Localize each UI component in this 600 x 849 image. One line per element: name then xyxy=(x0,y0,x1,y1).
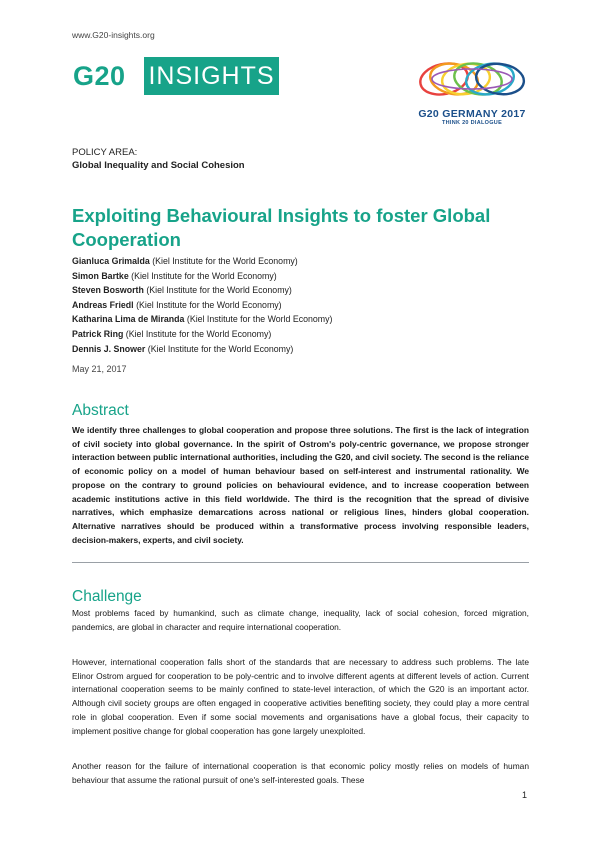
challenge-heading: Challenge xyxy=(72,588,142,605)
g20-germany-subtitle: THINK 20 DIALOGUE xyxy=(441,120,503,126)
author-affiliation: (Kiel Institute for the World Economy) xyxy=(146,285,292,296)
g20-germany-logo xyxy=(412,54,532,126)
policy-area-label: POLICY AREA: xyxy=(72,147,138,158)
site-url[interactable]: www.G20-insights.org xyxy=(72,30,155,40)
author-name: Dennis J. Snower xyxy=(72,343,146,354)
author-affiliation: (Kiel Institute for the World Economy) xyxy=(152,256,298,266)
author-list xyxy=(72,254,332,356)
g20-germany-title: G20 GERMANY 2017 xyxy=(418,108,526,120)
document-title: Exploiting Behavioural Insights to foster Global Cooperation xyxy=(72,205,491,250)
author-affiliation: (Kiel Institute for the World Economy) xyxy=(186,314,333,325)
challenge-paragraph-1: Most problems faced by humankind, such as climate change, inequality, lack of social cohesion, forced migration, pandemics, are global in character and require international cooperation. xyxy=(72,608,529,632)
author-affiliation: (Kiel Institute for the World Economy) xyxy=(131,270,277,281)
author-affiliation: (Kiel Institute for the World Economy) xyxy=(147,343,294,354)
author-item xyxy=(72,254,332,269)
author-item xyxy=(72,283,332,298)
publication-date: May 21, 2017 xyxy=(72,364,127,374)
section-divider xyxy=(72,562,529,563)
author-affiliation: (Kiel Institute for the World Economy) xyxy=(125,328,272,339)
author-name: Steven Bosworth xyxy=(72,285,144,296)
author-name: Andreas Friedl xyxy=(72,299,134,310)
author-item xyxy=(72,269,332,284)
challenge-paragraph-3: Another reason for the failure of international cooperation is that economic policy mostly relies on models of human behaviour that assume the rational pursuit of one's self-interested goals. These xyxy=(72,761,529,785)
author-affiliation: (Kiel Institute for the World Economy) xyxy=(136,299,282,310)
abstract-text: We identify three challenges to global cooperation and propose three solutions. The first is the lack of integration of civil society into global governance. In the spirit of Ostrom's poly-centric governance, we propose stronger interaction between public international authorities, including the G20, and civil society. The second is the reliance of economic policy on a model of human behaviour based on self-interest and instrumental rationality. We propose on the contrary to ground policies on behavioural evidence, and to increase cooperation between academic institutions active in this field worldwide. The third is the recognition that the spread of divisive narratives, which emphasize demarcations across national or religious lines, hinders global cooperation. Alternative narratives should be produced within a transformative process involving responsible leaders, decision-makers, experts, and civil society. xyxy=(72,425,529,545)
abstract-heading: Abstract xyxy=(72,402,129,419)
policy-area-value: Global Inequality and Social Cohesion xyxy=(72,160,245,171)
g20-insights-logo xyxy=(73,57,279,95)
author-item xyxy=(72,342,332,357)
author-name: Simon Bartke xyxy=(72,270,129,281)
g20-knot-icon xyxy=(416,54,528,104)
author-item xyxy=(72,298,332,313)
challenge-paragraph-2: However, international cooperation falls short of the standards that are necessary to address such problems. The late Elinor Ostrom argued for cooperation to be poly-centric and to involve different agents at different levels of action. Current international cooperation seems to be mainly confined to state-level interaction, of which the G20 is an important actor. Although civil society groups are often engaged in cooperative activities benefiting society, they could play a more central role in global cooperation. Even if some social movements and organisations have a global focus, their capacity to implement positive change for global cooperation has gone largely unexploited. xyxy=(72,657,529,736)
logo-g20-text: G20 xyxy=(73,61,126,91)
page-number: 1 xyxy=(522,790,528,800)
author-name: Gianluca Grimalda xyxy=(72,256,150,266)
author-item xyxy=(72,327,332,342)
author-name: Patrick Ring xyxy=(72,328,124,339)
policy-area xyxy=(72,146,245,172)
author-item xyxy=(72,312,332,327)
author-name: Katharina Lima de Miranda xyxy=(72,314,185,325)
logo-insights-text: INSIGHTS xyxy=(144,57,279,95)
